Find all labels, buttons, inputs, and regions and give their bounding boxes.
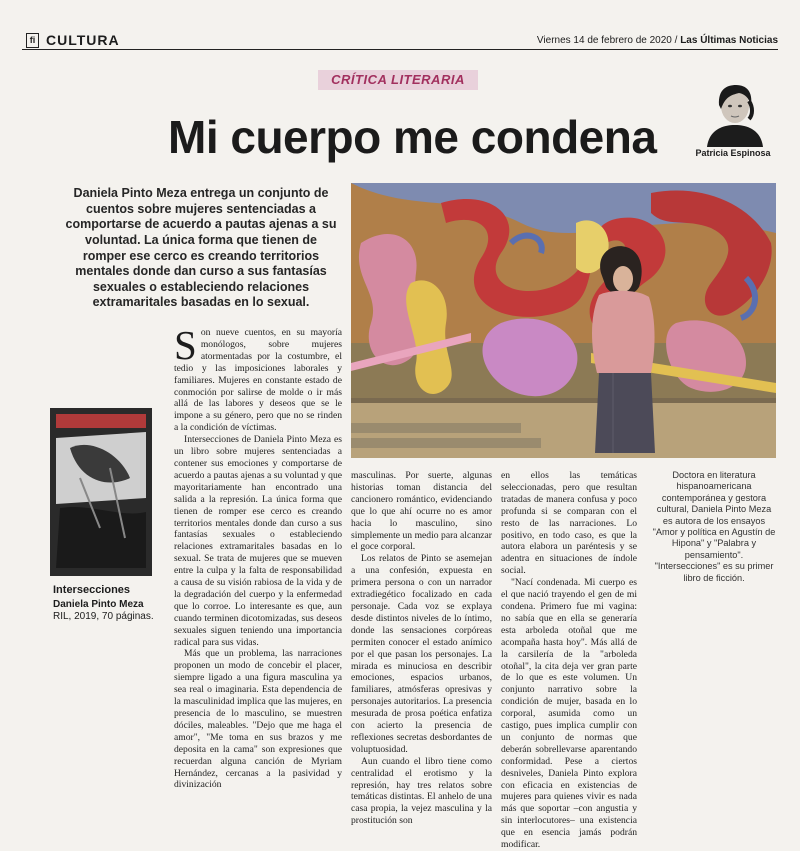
drop-cap: S (174, 322, 197, 368)
author-photo (699, 79, 771, 147)
body-paragraph: Aun cuando el libro tiene como centralidad el erotismo y la represión, hay tres relatos sobre temáticas distintas. El anhelo de una casa propia, la vejez masculina y la prostitución son (351, 755, 492, 827)
book-publisher: RIL, 2019, 70 páginas. (53, 611, 154, 622)
body-paragraph (174, 322, 342, 434)
body-paragraph: Los relatos de Pinto se asemejan a una confesión, expuesta en primera persona o con un narrador extradiegético focalizado en cada personaje. Cada voz se explaya desde distintos niveles de lo íntimo, donde las sensaciones corpóreas permiten conocer el estado anímico por el que pasan los personajes. La mirada es minuciosa en describir emociones, espacios urbanos, familiares, atmósferas opresivas y personajes autoritarios. La presencia mesurada de prosa poética enfatiza con acierto la presencia de reflexiones secretas desbordantes de voluptuosidad. (351, 553, 492, 755)
body-paragraph: Intersecciones de Daniela Pinto Meza es un libro sobre mujeres sentenciadas a contener sus emociones y comportarse de acuerdo a pautas ajenas a su voluntad y que mayoritariamente han encontrado una salida a la represión. La única forma que tienen de romper ese cerco es creando territorios mentales donde dan curso a sus fantasías sexuales o estableciendo relaciones extramaritales basadas en lo sexual. Se trata de mujeres que se mueven entre la culpa y la falta de responsabilidad a causa de su visión rabiosa de la vida y de la degradación del cuerpo y la enfermedad que lo corroe. Lo interesante es que, aun cuando terminen dicotomizadas, sus deseos sexuales siguen teniendo una importancia radical para sus vidas. (174, 434, 342, 648)
body-paragraph: masculinas. Por suerte, algunas historias toman distancia del cancionero romántico, evidenciando que lo que ahí ocurre no es amor hacia lo masculino, sino simplemente un medio para alcanzar el goce corporal. (351, 470, 492, 553)
article-photo (351, 183, 776, 458)
book-author: Daniela Pinto Meza (53, 599, 144, 610)
body-paragraph: en ellos las temáticas seleccionadas, pero que resultan tratadas de manera confusa y poco profunda si se comparan con el resto de las narraciones. Lo positivo, en todo caso, es que la autora elabora un paréntesis y se adentra en situaciones de índole social. (501, 470, 637, 577)
body-column-1 (174, 322, 342, 791)
body-column-3 (501, 470, 637, 851)
section-kicker: CRÍTICA LITERARIA (318, 70, 478, 90)
author-bio-text: Doctora en literatura hispanoamericana contemporánea y gestora cultural, Daniela Pinto Meza es autora de los ensayos "Amor y política en Agustín de Hipona" y "Palabra y pensamiento". "Intersecciones" es su primer libro de ficción. (652, 470, 776, 583)
issue-date: Viernes 14 de febrero de 2020 / (536, 35, 681, 46)
book-cover-image (50, 408, 152, 576)
body-paragraph: Más que un problema, las narraciones proponen un modo de concebir el placer, siempre ligado a una figura masculina ya sea real o imaginaria. Esta dependencia de la masculinidad implica que las mujeres, en presencia de lo masculino, se muestren dóciles, maleables. "Dejo que me haga el amor", "Me toma en sus brazos y me deposita en la cama" son expresiones que recuerdan alguna canción de Myriam Hernández, cercanas a la pasividad y divinización (174, 648, 342, 791)
headline: Mi cuerpo me condena (168, 111, 657, 163)
body-column-2 (351, 470, 492, 827)
masthead-rule (22, 49, 778, 50)
date-line (537, 35, 778, 46)
section-logo-icon: fi (26, 33, 39, 48)
book-title: Intersecciones (53, 584, 131, 596)
deck: Daniela Pinto Meza entrega un conjunto de cuentos sobre mujeres sentenciadas a comportarse de acuerdo a pautas ajenas a su voluntad. La única forma que tienen de romper ese cerco es creando territorios mentales donde dan curso a sus fantasías sexuales o estableciendo relaciones extramaritales basadas en lo sexual. (65, 186, 337, 310)
body-text: on nueve cuentos, en su mayoría monólogos, sobre mujeres atormentadas por la costumbre, el tedio y las imposiciones laborales y familiares. Mujeres en constante estado de conmoción por salirse de molde o ir más allá de las labores y deseos que se le impone a su género, pero que no se rinden a la condición de víctimas. (174, 327, 342, 434)
newspaper-name: Las Últimas Noticias (680, 35, 778, 46)
body-paragraph: "Nací condenada. Mi cuerpo es el que nació trayendo el gen de mi condena. Primero fue mi vagina: no sabía que en ella se generaría esta arboleda otoñal que me acompaña hasta hoy". Más allá de la carsilería de la "arboleda otoñal", la cita deja ver gran parte de lo que es este volumen. Un conjunto narrativo sobre la condición de mujer, basada en lo corporal, asumida como un castigo, pues implica cumplir con un conjunto de normas que deberán sobrellevarse aparentando conformidad. Pese a ciertos desniveles, Daniela Pinto explora con eficacia en existencias de mujeres para quienes vivir es nada más que soportar –con angustia y sin interlocutores– una existencia que en esencia jamás podrán modificar. (501, 577, 637, 851)
section-name: CULTURA (46, 32, 120, 48)
author-name: Patricia Espinosa (695, 148, 771, 158)
masthead (22, 30, 778, 50)
author-bio (651, 470, 777, 584)
